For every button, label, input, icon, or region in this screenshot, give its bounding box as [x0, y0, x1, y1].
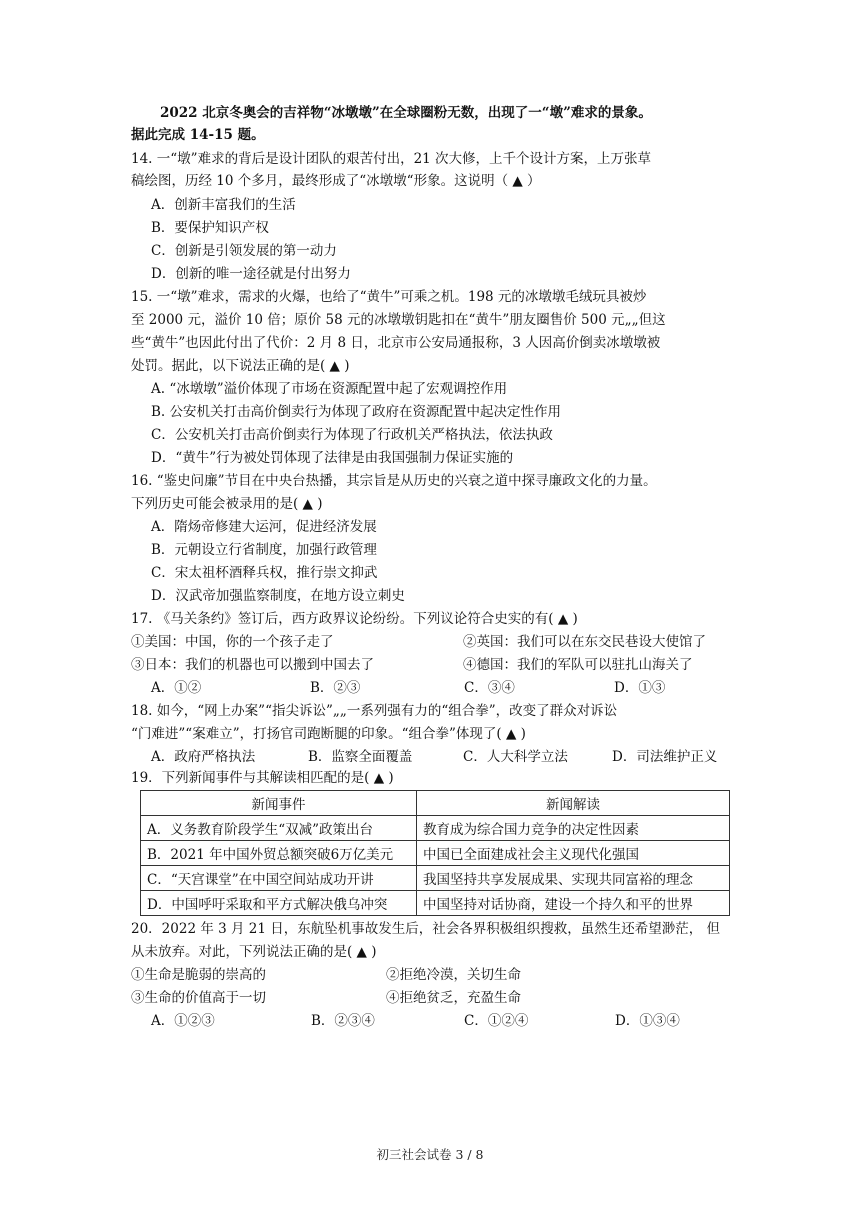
- q16-option-a: A．隋炀帝修建大运河，促进经济发展: [151, 519, 377, 535]
- news-table: [140, 790, 730, 916]
- q18-option-b: B．监察全面覆盖: [308, 749, 413, 765]
- q16-stem-2: 下列历史可能会被录用的是( ▲ ): [131, 496, 323, 512]
- q15-option-b: B. 公安机关打击高价倒卖行为体现了政府在资源配置中起决定性作用: [151, 404, 562, 420]
- q14-stem-1: 14. 一“墩”难求的背后是设计团队的艰苦付出，21 次大修，上千个设计方案，上万张草: [131, 151, 652, 167]
- table-row: [141, 866, 730, 891]
- table-header-interpretation: 新闻解读: [417, 791, 730, 816]
- q18-option-c: C．人大科学立法: [463, 749, 568, 765]
- table-cell-interpretation: 教育成为综合国力竞争的决定性因素: [417, 816, 730, 841]
- q18-option-a: A．政府严格执法: [151, 749, 256, 765]
- q17-option-a: A．①②: [151, 680, 202, 696]
- q18-stem-1: 18. 如今，“网上办案”“指尖诉讼”„„一系列强有力的“组合拳”，改变了群众对诉讼: [131, 703, 618, 719]
- table-header-row: [141, 791, 730, 816]
- table-cell-event: D．中国呼吁采取和平方式解决俄乌冲突: [141, 891, 417, 916]
- q16-option-b: B．元朝设立行省制度，加强行政管理: [151, 542, 377, 558]
- q14-option-a: A．创新丰富我们的生活: [151, 197, 296, 213]
- table-row: [141, 891, 730, 916]
- q20-item-3: ③生命的价值高于一切: [131, 990, 266, 1006]
- table-cell-interpretation: 中国坚持对话协商，建设一个持久和平的世界: [417, 891, 730, 916]
- q20-stem-1: 20．2022 年 3 月 21 日，东航坠机事故发生后，社会各界积极组织搜救，虽然生还希望渺茫， 但: [131, 921, 721, 937]
- q20-option-a: A．①②③: [151, 1013, 215, 1029]
- q17-item-2: ②英国：我们可以在东交民巷设大使馆了: [463, 634, 706, 650]
- q17-option-d: D．①③: [614, 680, 666, 696]
- q20-item-2: ②拒绝冷漠，关切生命: [386, 967, 521, 983]
- table-row: [141, 816, 730, 841]
- q15-stem-3: 些“黄牛”也因此付出了代价：2 月 8 日，北京市公安局通报称，3 人因高价倒卖冰墩墩被: [131, 335, 661, 351]
- q14-option-c: C．创新是引领发展的第一动力: [151, 243, 337, 259]
- q20-option-b: B．②③④: [311, 1013, 375, 1029]
- q19-stem-1: 19．下列新闻事件与其解读相匹配的是( ▲ ): [131, 770, 394, 786]
- intro-line-2: 据此完成 14-15 题。: [131, 127, 265, 143]
- q17-item-3: ③日本：我们的机器也可以搬到中国去了: [131, 657, 374, 673]
- table-cell-event: C．“天宫课堂”在中国空间站成功开讲: [141, 866, 417, 891]
- q20-option-c: C．①②④: [464, 1013, 529, 1029]
- q20-option-d: D．①③④: [615, 1013, 680, 1029]
- q20-stem-2: 从未放弃。对此，下列说法正确的是( ▲ ): [131, 944, 377, 960]
- q14-stem-2: 稿绘图，历经 10 个多月，最终形成了“冰墩墩“形象。这说明（ ▲ ）: [131, 173, 541, 189]
- q15-stem-4: 处罚。据此，以下说法正确的是( ▲ ): [131, 358, 350, 374]
- q15-option-d: D．“黄牛”行为被处罚体现了法律是由我国强制力保证实施的: [151, 450, 514, 466]
- q20-item-1: ①生命是脆弱的崇高的: [131, 967, 266, 983]
- intro-line-1: 2022 北京冬奥会的吉祥物“冰墩墩”在全球圈粉无数，出现了一“墩”难求的景象。: [160, 105, 652, 121]
- q17-stem-1: 17. 《马关条约》签订后，西方政界议论纷纷。下列议论符合史实的有( ▲ ): [131, 611, 578, 627]
- q15-stem-2: 至 2000 元，溢价 10 倍；原价 58 元的冰墩墩钥匙扣在“黄牛”朋友圈售价 500 元„„但这: [131, 312, 666, 328]
- table-header-event: 新闻事件: [141, 791, 417, 816]
- q15-option-c: C．公安机关打击高价倒卖行为体现了行政机关严格执法，依法执政: [151, 427, 553, 443]
- table-cell-event: A．义务教育阶段学生“双减”政策出台: [141, 816, 417, 841]
- q14-option-d: D．创新的唯一途径就是付出努力: [151, 266, 351, 282]
- table-row: [141, 841, 730, 866]
- q17-item-4: ④德国：我们的军队可以驻扎山海关了: [463, 657, 693, 673]
- q17-option-c: C．③④: [464, 680, 515, 696]
- q18-option-d: D．司法维护正义: [612, 749, 718, 765]
- q18-stem-2: “门难进”“案难立”，打扬官司跑断腿的印象。“组合拳”体现了( ▲ ): [131, 726, 526, 742]
- q16-option-c: C．宋太祖杯酒释兵权，推行崇文抑武: [151, 565, 378, 581]
- q17-item-1: ①美国：中国，你的一个孩子走了: [131, 634, 334, 650]
- table-cell-interpretation: 中国已全面建成社会主义现代化强国: [417, 841, 730, 866]
- table-cell-event: B．2021 年中国外贸总额突破6万亿美元: [141, 841, 417, 866]
- page-footer: 初三社会试卷 3 / 8: [376, 1147, 484, 1162]
- q16-stem-1: 16. “鉴史问廉”节目在中央台热播，其宗旨是从历史的兴衰之道中探寻廉政文化的力量。: [131, 473, 657, 489]
- q14-option-b: B．要保护知识产权: [151, 220, 269, 236]
- q15-option-a: A. “冰墩墩”溢价体现了市场在资源配置中起了宏观调控作用: [151, 381, 508, 397]
- table-cell-interpretation: 我国坚持共享发展成果、实现共同富裕的理念: [417, 866, 730, 891]
- q16-option-d: D．汉武帝加强监察制度，在地方设立刺史: [151, 588, 405, 604]
- q17-option-b: B．②③: [310, 680, 361, 696]
- q15-stem-1: 15. 一“墩”难求，需求的火爆，也给了“黄牛”可乘之机。198 元的冰墩墩毛绒玩具被炒: [131, 289, 647, 305]
- q20-item-4: ④拒绝贫乏，充盈生命: [386, 990, 521, 1006]
